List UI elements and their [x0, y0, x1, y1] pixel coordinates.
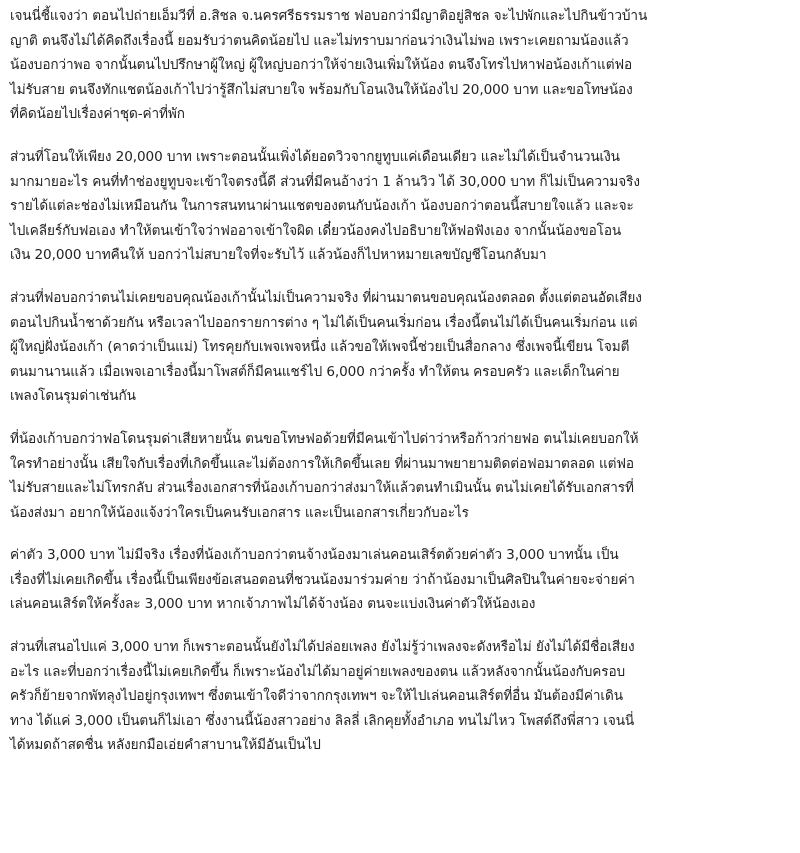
text-line: ที่น้องเก้าบอกว่าฟอโดนรุมด่าเสียหายนั้น ตนขอโทษฟอด้วยที่มีคนเข้าไปด่าว่าหรือก้าวก่ายฟอ ตนไม่เคยบอกให้ — [10, 430, 639, 447]
text-line: ตอนไปกินน้ำชาด้วยกัน หรือเวลาไปออกรายการต่าง ๆ ไม่ได้เป็นคนเริ่มก่อน เรื่องนี้ตนไม่ได้เป็นคนเริ่มก่อน แต่ — [10, 314, 638, 331]
paragraph-5 — [10, 543, 782, 617]
text-line: ญาติ ตนจึงไม่ได้คิดถึงเรื่องนี้ ยอมรับว่าตนคิดน้อยไป และไม่ทราบมาก่อนว่าเงินไม่พอ เพราะเคยถามน้องแล้ว — [10, 32, 629, 49]
text-line: น้องส่งมา อยากให้น้องแจ้งว่าใครเป็นคนรับเอกสาร และเป็นเอกสารเกี่ยวกับอะไร — [10, 504, 469, 521]
text-line: ใครทำอย่างนั้น เสียใจกับเรื่องที่เกิดขึ้นและไม่ต้องการให้เกิดขึ้นเลย ที่ผ่านมาพยายามติดต่อฟอมาตลอด แต่ฟอ — [10, 455, 634, 472]
paragraph-6 — [10, 635, 782, 758]
text-line: ทาง ได้แค่ 3,000 เป็นตนก็ไม่เอา ซึ่งงานนี้น้องสาวอย่าง ลิลลี่ เลิกคุยทั้งอำเภอ ทนไม่ไหว โพสต์ถึงพี่สาว เจนนี่ — [10, 712, 635, 729]
text-line: ครัวก็ย้ายจากพัทลุงไปอยู่กรุงเทพฯ ซึ่งตนเข้าใจดีว่าจากกรุงเทพฯ จะให้ไปเล่นคอนเสิร์ตที่อื่น มันต้องมีค่าเดิน — [10, 688, 623, 705]
text-line: เจนนี่ชี้แจงว่า ตอนไปถ่ายเอ็มวีที่ อ.สิชล จ.นครศรีธรรมราช ฟอบอกว่ามีญาติอยู่สิชล จะไปพักและไปกินข้าวบ้าน — [10, 8, 648, 24]
text-line: ได้หมดถ้าสดชื่น หลังยกมือเอ่ยคำสาบานให้มีอันเป็นไป — [10, 737, 321, 754]
paragraph-2 — [10, 145, 782, 268]
text-line: น้องบอกว่าพอ จากนั้นตนไปปรึกษาผู้ใหญ่ ผู้ใหญ่บอกว่าให้จ่ายเงินเพิ่มให้น้อง ตนจึงโทรไปหาฟอน้องเก้าแต่ฟอ — [10, 57, 633, 74]
text-line: ผู้ใหญ่ฝั่งน้องเก้า (คาดว่าเป็นแม่) โทรคุยกับเพจเพจหนึ่ง แล้วขอให้เพจนี้ช่วยเป็นสื่อกลาง ซึ่งเพจนี้เขียน โจมตี — [10, 339, 630, 356]
text-line: มากมายอะไร คนที่ทำช่องยูทูบจะเข้าใจตรงนี้ดี ส่วนที่มีคนอ้างว่า 1 ล้านวิว ได้ 30,000 บาท ก็ไม่เป็นความจริง — [10, 173, 640, 190]
text-line: ตนมานานแล้ว เมื่อเพจเอาเรื่องนี้มาโพสต์ก็มีคนแชร์ไป 6,000 กว่าครั้ง ทำให้ตน ครอบครัว และเด็กในค่าย — [10, 363, 620, 380]
text-line: เล่นคอนเสิร์ตให้ครั้งละ 3,000 บาท หากเจ้าภาพไม่ได้จ้างน้อง ตนจะแบ่งเงินค่าตัวให้น้องเอง — [10, 596, 536, 613]
paragraph-4 — [10, 427, 782, 525]
text-line: ที่คิดน้อยไปเรื่องค่าชุด-ค่าที่พัก — [10, 106, 185, 123]
text-line: ไม่รับสาย ตนจึงทักแชตน้องเก้าไปว่ารู้สึกไม่สบายใจ พร้อมกับโอนเงินให้น้องไป 20,000 บาท และขอโทษน้อง — [10, 81, 633, 98]
text-line: ไปเคลียร์กับฟอเอง ทำให้ตนเข้าใจว่าฟออาจเข้าใจผิด เดี๋ยวน้องคงไปอธิบายให้ฟอฟังเอง จากนั้นน้องขอโอน — [10, 222, 622, 239]
text-line: ส่วนที่โอนให้เพียง 20,000 บาท เพราะตอนนั้นเพิ่งได้ยอดวิวจากยูทูบแค่เดือนเดียว และไม่ได้เป็นจำนวนเงิน — [10, 148, 620, 165]
paragraph-1 — [10, 4, 782, 127]
text-line: ค่าตัว 3,000 บาท ไม่มีจริง เรื่องที่น้องเก้าบอกว่าตนจ้างน้องมาเล่นคอนเสิร์ตด้วยค่าตัว 3,000 บาทนั้น เป็น — [10, 547, 619, 564]
text-line: อะไร และที่บอกว่าเรื่องนี้ไม่เคยเกิดขึ้น ก็เพราะน้องไม่ได้มาอยู่ค่ายเพลงของตน แล้วหลังจากนั้นน้องกับครอบ — [10, 663, 626, 680]
text-line: เงิน 20,000 บาทคืนให้ บอกว่าไม่สบายใจที่จะรับไว้ แล้วน้องก็ไปหาหมายเลขบัญชีโอนกลับมา — [10, 247, 547, 264]
paragraph-3 — [10, 286, 782, 409]
text-line: เพลงโดนรุมด่าเช่นกัน — [10, 388, 136, 405]
text-line: ส่วนที่ฟอบอกว่าตนไม่เคยขอบคุณน้องเก้านั้นไม่เป็นความจริง ที่ผ่านมาตนขอบคุณน้องตลอด ตั้งแต่ตอนอัดเสียง — [10, 289, 642, 306]
text-line: เรื่องที่ไม่เคยเกิดขึ้น เรื่องนี้เป็นเพียงข้อเสนอตอนที่ชวนน้องมาร่วมค่าย ว่าถ้าน้องมาเป็นศิลปินในค่ายจะจ่ายค่า — [10, 571, 635, 588]
text-line: ส่วนที่เสนอไปแค่ 3,000 บาท ก็เพราะตอนนั้นยังไม่ได้ปล่อยเพลง ยังไม่รู้ว่าเพลงจะดังหรือไม่ ยังไม่ได้มีชื่อเสียง — [10, 639, 635, 656]
text-line: ไม่รับสายและไม่โทรกลับ ส่วนเรื่องเอกสารที่น้องเก้าบอกว่าส่งมาให้แล้วตนทำเมินนั้น ตนไม่เคยได้รับเอกสารที่ — [10, 480, 634, 497]
text-line: รายได้แต่ละช่องไม่เหมือนกัน ในการสนทนาผ่านแชตของตนกับน้องเก้า น้องบอกว่าตอนนี้สบายใจแล้ว และจะ — [10, 198, 634, 215]
